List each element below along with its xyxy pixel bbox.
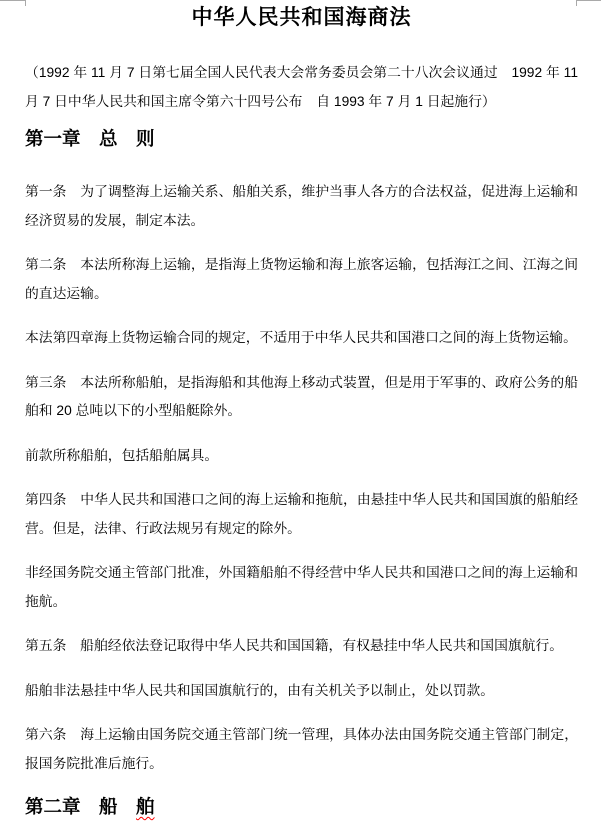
heading-text[interactable]: 第二章 船: [25, 796, 137, 817]
body-paragraph[interactable]: 船舶非法悬挂中华人民共和国国旗航行的，由有关机关予以制止，处以罚款。: [25, 682, 495, 698]
text-boundary-mark-top-left: [0, 0, 26, 6]
body-paragraph[interactable]: 第五条 船舶经依法登记取得中华人民共和国国籍，有权悬挂中华人民共和国国旗航行。: [25, 638, 564, 653]
body-paragraph[interactable]: 第四条 中华人民共和国港口之间的海上运输和拖航，由悬挂中华人民共和国国旗的船舶经营。但是，法律、行政法规另有规定的除外。: [25, 492, 578, 536]
body-paragraph[interactable]: 第二条 本法所称海上运输，是指海上货物运输和海上旅客运输，包括海江之间、江海之间的直达运输。: [25, 257, 578, 301]
document-preamble[interactable]: （1992 年 11 月 7 日第七届全国人民代表大会常务委员会第二十八次会议通过 1992 年 11 月 7 日中华人民共和国主席令第六十四号公布 自 1993 年 7 月 1 日起施行）: [25, 65, 578, 109]
document-title[interactable]: 中华人民共和国海商法: [191, 6, 412, 29]
body-paragraph[interactable]: 本法第四章海上货物运输合同的规定，不适用于中华人民共和国港口之间的海上货物运输。: [25, 330, 577, 345]
body-paragraph[interactable]: 非经国务院交通主管部门批准，外国籍船舶不得经营中华人民共和国港口之间的海上运输和拖航。: [25, 565, 578, 609]
text-boundary-mark-top-right: [576, 0, 601, 6]
body-paragraph[interactable]: 第三条 本法所称船舶，是指海船和其他海上移动式装置，但是用于军事的、政府公务的船舶和 20 总吨以下的小型船艇除外。: [25, 374, 578, 418]
chapter-heading[interactable]: 第一章 总 则: [25, 128, 155, 149]
spell-error-text[interactable]: 舶: [136, 796, 155, 817]
body-paragraph[interactable]: 第六条 海上运输由国务院交通主管部门统一管理，具体办法由国务院交通主管部门制定，报国务院批准后施行。: [25, 727, 578, 771]
body-paragraph[interactable]: 前款所称船舶，包括船舶属具。: [25, 447, 219, 463]
body-paragraph[interactable]: 第一条 为了调整海上运输关系、船舶关系，维护当事人各方的合法权益，促进海上运输和经济贸易的发展，制定本法。: [25, 184, 578, 228]
chapter-heading[interactable]: [25, 794, 578, 820]
